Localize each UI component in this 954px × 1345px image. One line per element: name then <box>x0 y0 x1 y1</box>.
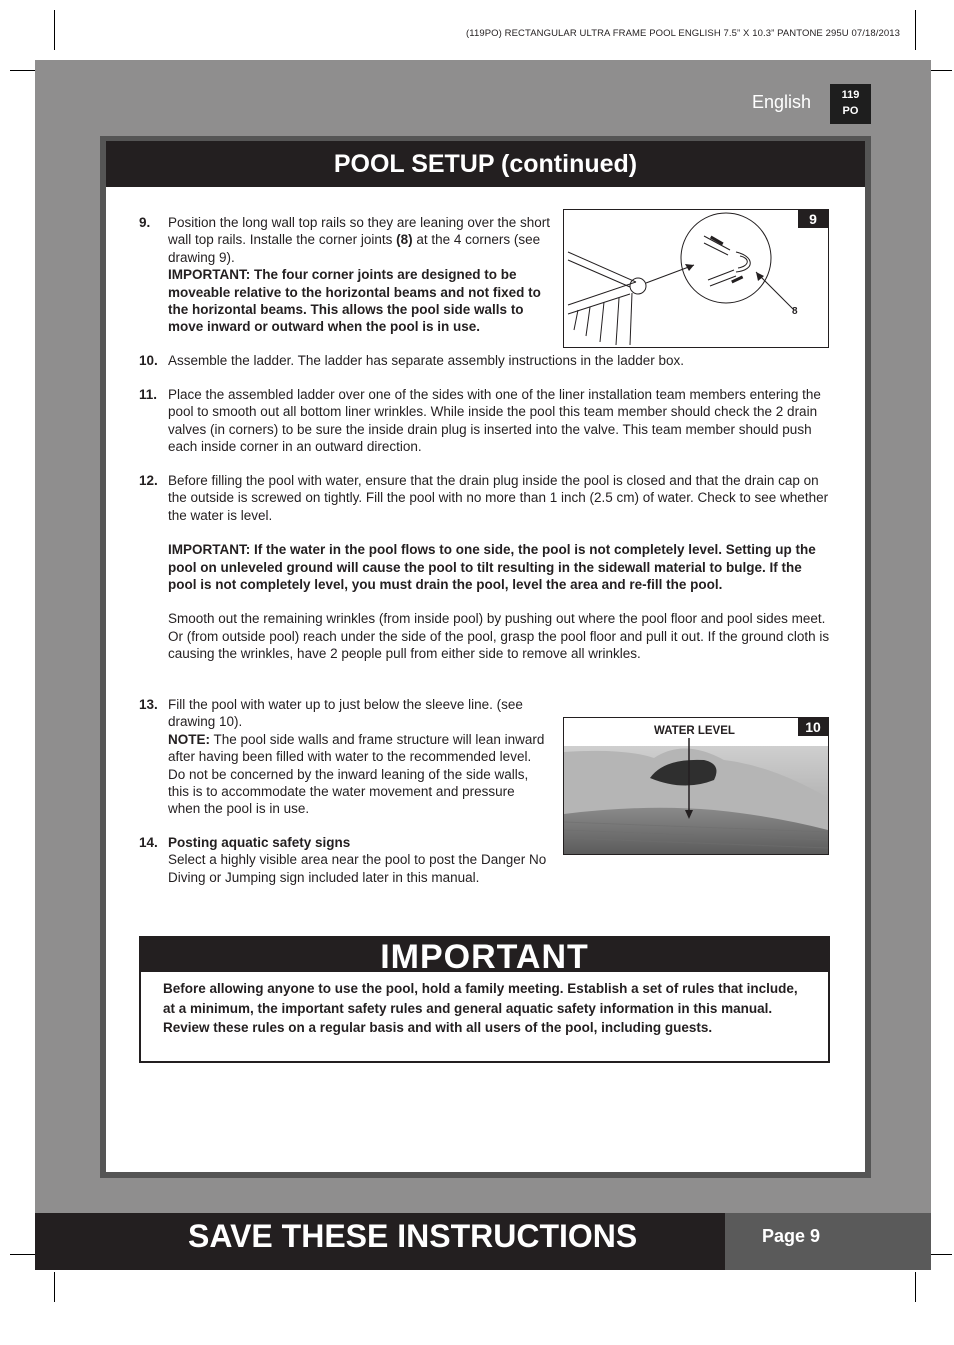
crop-mark <box>915 10 916 50</box>
section-title: POOL SETUP (continued) <box>106 141 865 187</box>
model-code-badge <box>830 84 871 124</box>
crop-mark <box>54 1272 55 1302</box>
water-level-photo <box>564 718 828 854</box>
important-heading: IMPORTANT <box>141 938 828 972</box>
drawing-10 <box>563 717 829 855</box>
crop-mark <box>54 10 55 50</box>
step-text: Place the assembled ladder over one of the sides with one of the liner installation team members entering the pool to smooth out all bottom liner wrinkles. While inside the pool this team member should check the 2 drain valves (in corners) to be sure the inside drain plug is inserted into the valve. This team member should push each inside corner in an outward direction. <box>168 387 821 455</box>
step-text: Select a highly visible area near the pool to post the Danger No Diving or Jumping sign included later in this manual. <box>168 852 547 885</box>
drawing-callout: 8 <box>792 306 798 317</box>
step-number: 10. <box>139 353 158 368</box>
step-number: 9. <box>139 215 151 230</box>
step-note: NOTE: The pool side walls and frame structure will lean inward after having been filled with water to the recommended level. Do not be concerned by the inward leaning of the side walls, this is to accommodate the water movement and pressure when the pool is in use. <box>168 731 545 817</box>
step-important: IMPORTANT: The four corner joints are designed to be moveable relative to the horizontal beams and not fixed to the horizontal beams. This allows the pool side walls to move inward or outward when the pool is in use. <box>168 267 541 335</box>
step-text: Position the long wall top rails so they are leaning over the short wall top rails. Installe the corner joints (8) at the 4 corners (see drawing 9). <box>168 215 550 265</box>
important-box <box>139 936 830 1063</box>
corner-joint-drawing <box>564 210 828 347</box>
step-number: 14. <box>139 835 158 850</box>
crop-mark <box>915 1272 916 1302</box>
important-text: Before allowing anyone to use the pool, hold a family meeting. Establish a set of rules that include, at a minimum, the important safety rules and general aquatic safety information in this manual. Review these rules on a regular basis and with all users of the pool, including guests. <box>163 981 798 1035</box>
water-level-label: WATER LEVEL <box>654 725 735 737</box>
page-number: Page 9 <box>725 1213 931 1270</box>
step-important: IMPORTANT: If the water in the pool flows to one side, the pool is not completely level. Setting up the pool on unleveled ground will cause the pool to tilt resulting in the sidewall material to bulge. If the pool is not completely level, you must drain the pool, level the area and re-fill the pool. <box>168 542 816 593</box>
step-text: Before filling the pool with water, ensure that the drain plug inside the pool is closed and that the drain cap on the outside is screwed on tightly. Fill the pool with no more than 1 inch (2.5 cm) of water. Check to see whether the water is level. <box>168 473 829 523</box>
step-number: 11. <box>139 387 158 402</box>
step-title: Posting aquatic safety signs <box>168 835 351 850</box>
footer-title: SAVE THESE INSTRUCTIONS <box>188 1218 638 1254</box>
step-text: Fill the pool with water up to just below the sleeve line. (see drawing 10). <box>168 697 523 730</box>
model-code-number: 119 <box>841 89 860 101</box>
model-code-suffix: PO <box>842 105 859 117</box>
step-number: 13. <box>139 697 158 712</box>
drawing-number: 9 <box>798 210 828 228</box>
step-text: Assemble the ladder. The ladder has separate assembly instructions in the ladder box. <box>168 353 685 368</box>
language-label: English <box>752 92 812 112</box>
print-slug: (119PO) RECTANGULAR ULTRA FRAME POOL ENGLISH 7.5” X 10.3” PANTONE 295U 07/18/2013 <box>466 28 900 39</box>
step-text-smooth: Smooth out the remaining wrinkles (from inside pool) by pushing out where the pool floor and pool sides meet. Or (from outside pool) reach under the side of the pool, grasp the pool floor and pull it out. If the ground cloth is causing the wrinkles, have 2 people pull from either side to remove all wrinkles. <box>168 611 830 662</box>
step-number: 12. <box>139 473 158 488</box>
drawing-number: 10 <box>798 718 828 736</box>
drawing-9 <box>563 209 829 348</box>
